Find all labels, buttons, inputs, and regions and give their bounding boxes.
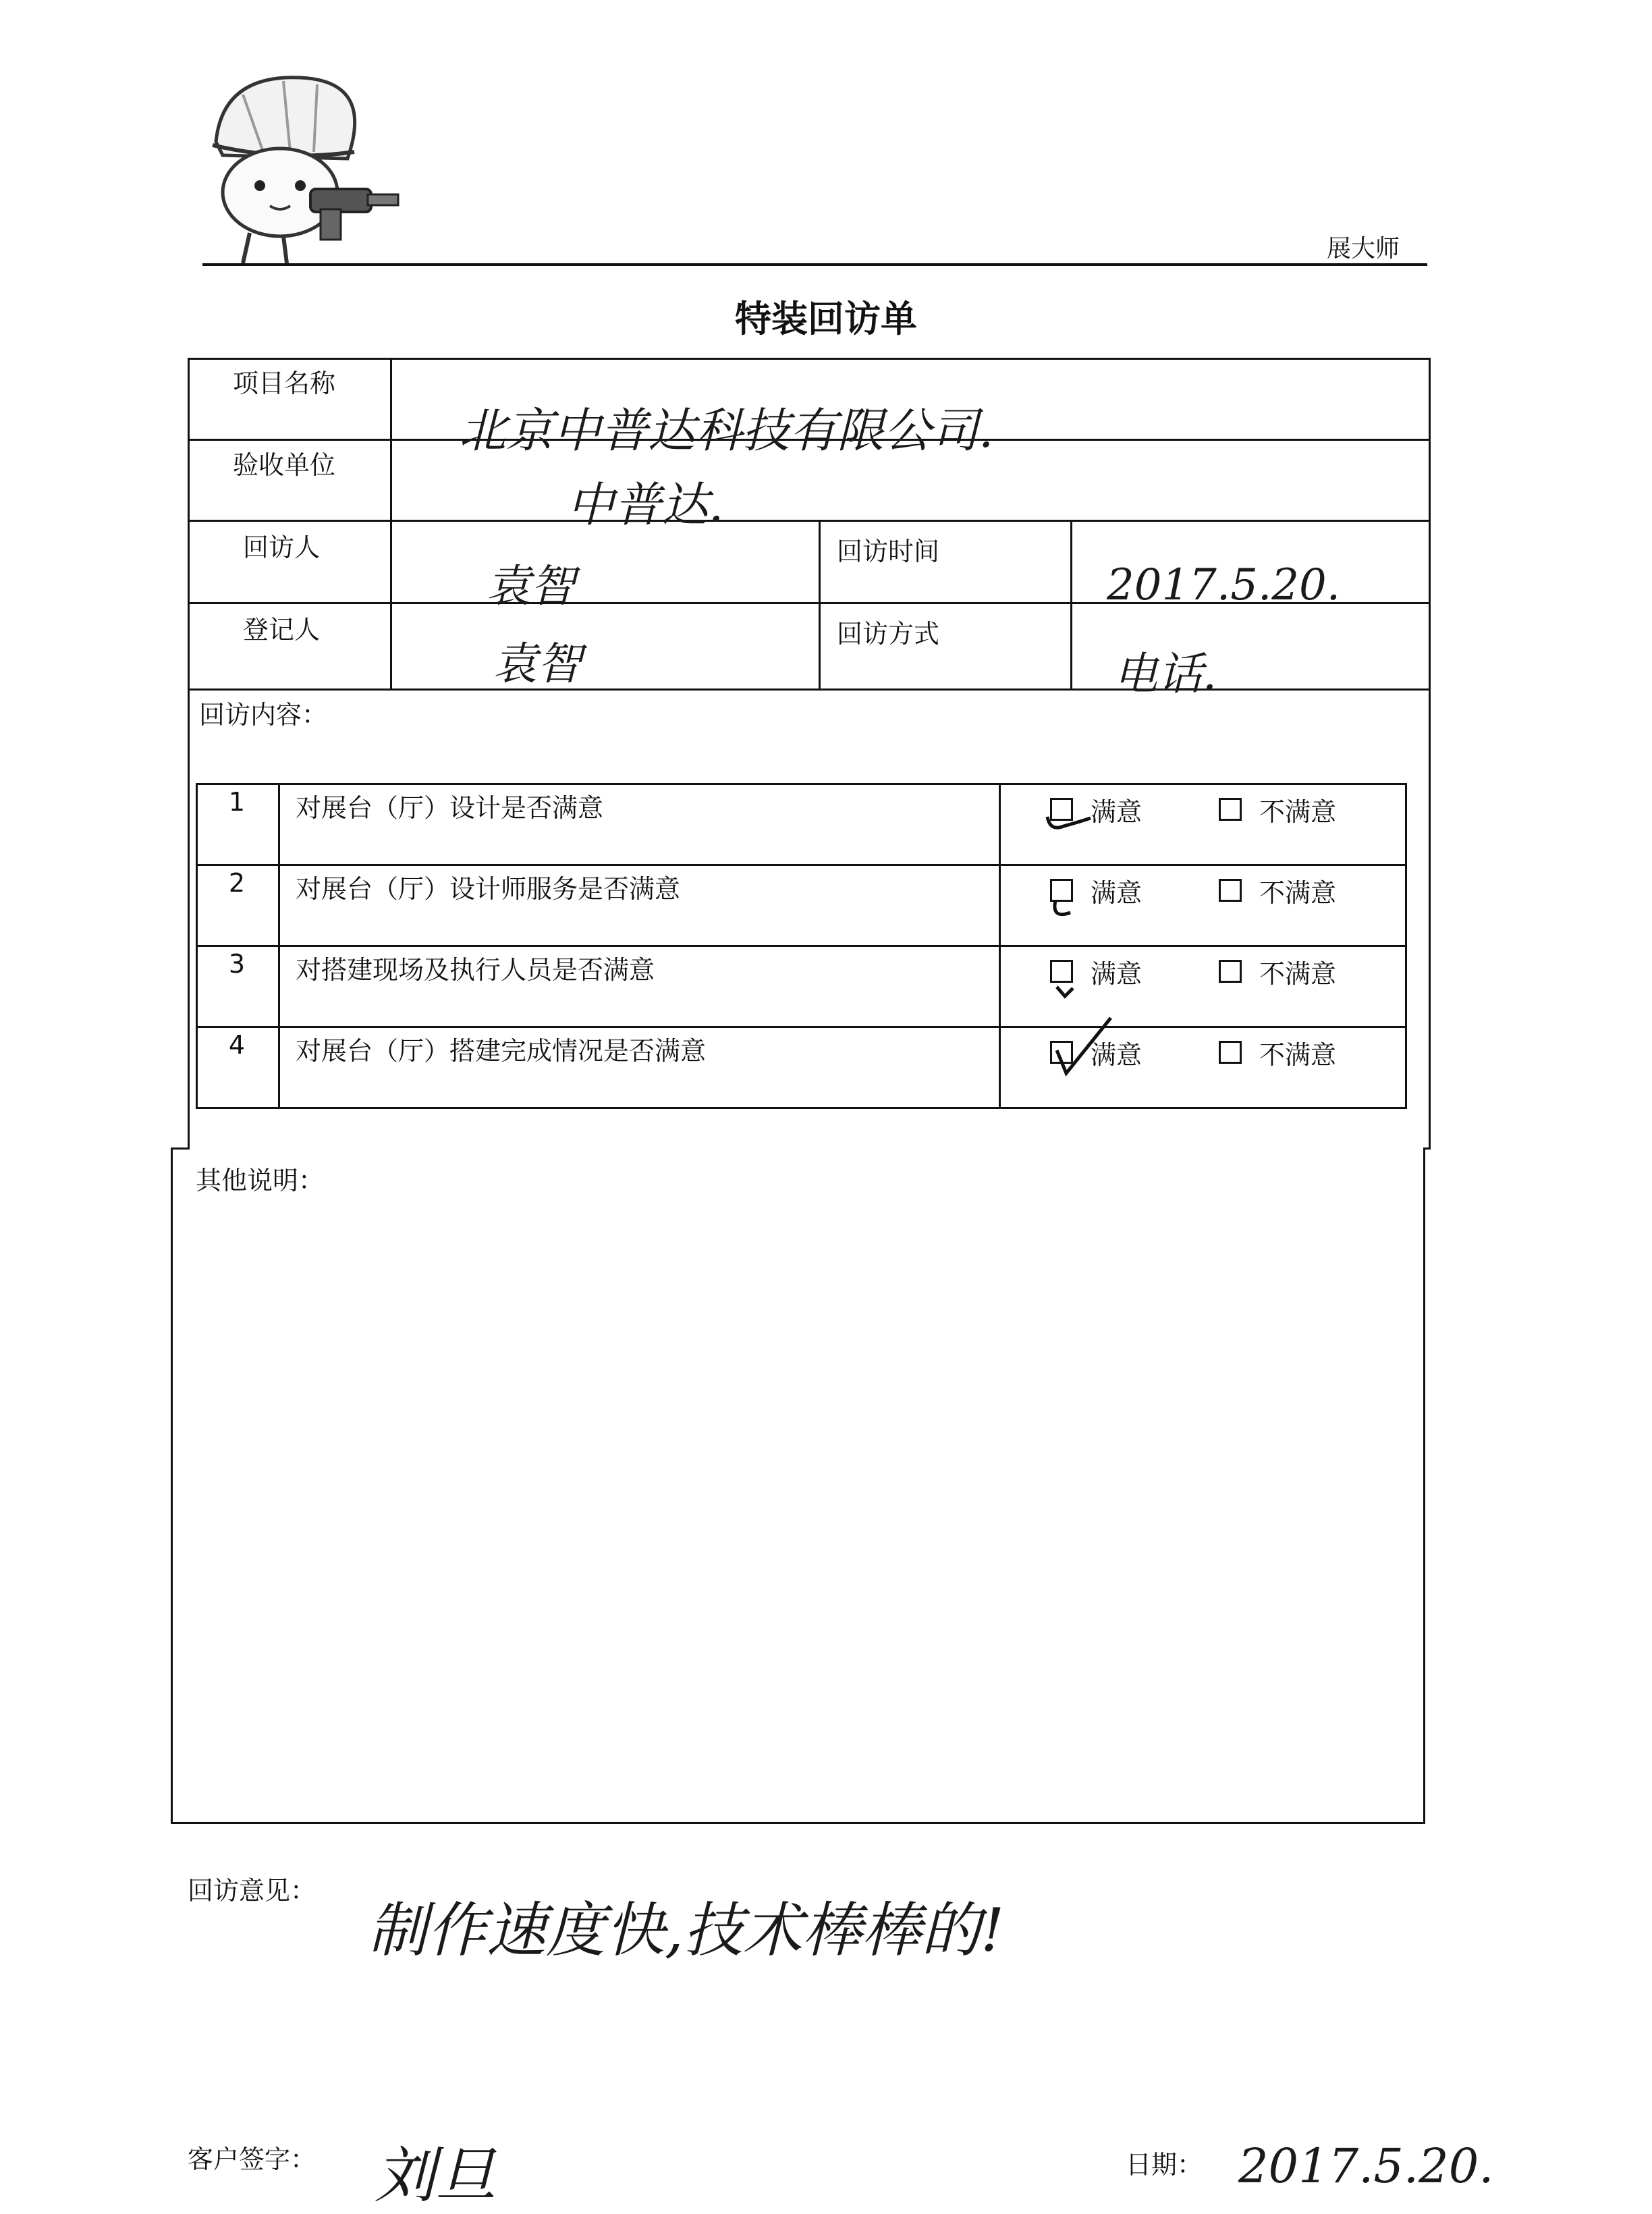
project-name-label: 项目名称 [233,369,336,398]
project-name-value: 北京中普达科技有限公司. [459,403,994,458]
survey-number: 4 [228,1030,246,1060]
content-frame-bottom [171,1822,1425,1824]
visit-time-value: 2017.5.20. [1107,560,1341,610]
brand-name: 展大师 [1327,235,1400,263]
mascot-logo-icon [202,68,405,270]
not-satisfied-checkbox[interactable] [1219,1041,1242,1064]
survey-number: 3 [228,949,246,979]
check-mark-icon [1043,803,1097,844]
not-satisfied-checkbox[interactable] [1219,960,1242,983]
recorder-value: 袁智 [493,638,582,690]
date-label: 日期： [1126,2150,1203,2180]
check-mark-icon [1046,891,1086,925]
check-mark-icon [1050,979,1091,1006]
not-satisfied-label: 不满意 [1259,797,1337,827]
survey-question: 对搭建现场及执行人员是否满意 [296,955,655,985]
survey-question: 对展台（厅）设计是否满意 [296,793,604,823]
other-notes-label: 其他说明： [196,1166,325,1195]
visit-content-label: 回访内容： [199,700,328,730]
customer-signature-label: 客户签字： [188,2144,316,2174]
visit-method-value: 电话. [1113,648,1217,700]
content-frame-right [1423,1148,1425,1824]
acceptance-unit-label: 验收单位 [233,450,336,480]
visit-opinion-value: 制作速度快,技术棒棒的! [368,1895,1005,1965]
survey-number: 2 [228,868,246,898]
satisfied-label: 满意 [1091,1040,1142,1070]
satisfied-label: 满意 [1091,959,1142,989]
recorder-label: 登记人 [243,615,321,645]
not-satisfied-label: 不满意 [1259,1040,1337,1070]
visitor-value: 袁智 [486,560,575,612]
satisfied-label: 满意 [1091,878,1142,908]
visit-time-label: 回访时间 [837,537,940,566]
header-divider [202,263,1427,266]
acceptance-unit-value: 中普达. [567,477,724,533]
check-mark-icon [1046,1006,1120,1080]
not-satisfied-label: 不满意 [1259,878,1337,908]
customer-signature-value: 刘旦 [375,2140,496,2211]
content-frame-left [171,1148,173,1824]
page-title: 特装回访单 [735,298,917,340]
survey-question: 对展台（厅）搭建完成情况是否满意 [296,1036,707,1066]
visit-method-label: 回访方式 [837,619,940,649]
survey-question: 对展台（厅）设计师服务是否满意 [296,874,681,904]
not-satisfied-label: 不满意 [1259,959,1337,989]
visit-opinion-label: 回访意见： [188,1876,316,1906]
not-satisfied-checkbox[interactable] [1219,798,1242,821]
date-value: 2017.5.20. [1238,2138,1494,2194]
survey-number: 1 [228,787,246,817]
satisfied-label: 满意 [1091,797,1142,827]
not-satisfied-checkbox[interactable] [1219,879,1242,902]
visitor-label: 回访人 [243,533,321,562]
